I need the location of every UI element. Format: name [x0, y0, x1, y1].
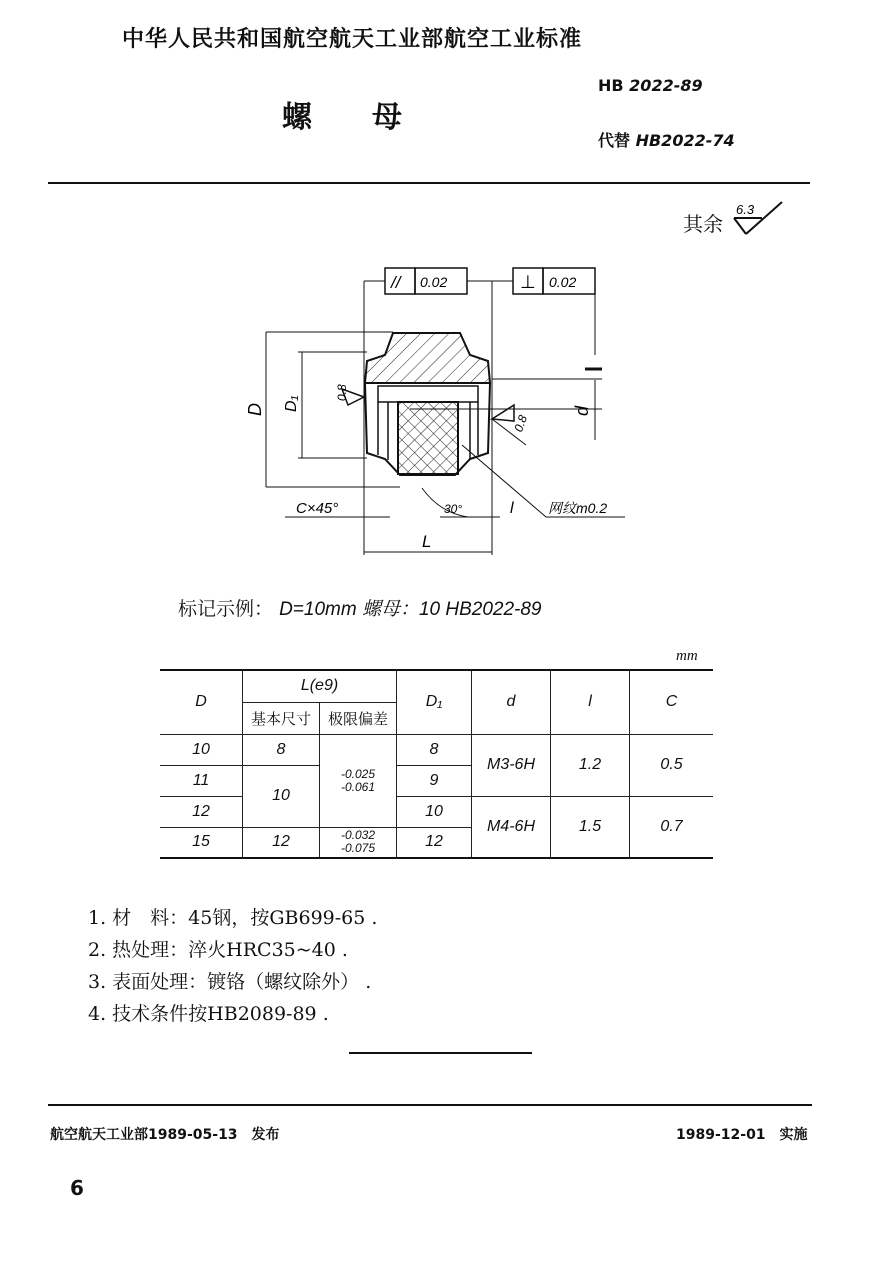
- marking-example-label: 标记示例：: [178, 598, 274, 620]
- deviation-upper: -0.032: [340, 828, 376, 843]
- deviation-lower: -0.075: [340, 841, 376, 856]
- chamfer-label: C×45°: [296, 500, 339, 517]
- issued-date: 航空航天工业部1989-05-13 发布: [50, 1127, 280, 1143]
- header-L-deviation: 极限偏差: [320, 702, 397, 734]
- cell-D1: 12: [397, 827, 472, 858]
- header-D1: D₁: [397, 670, 472, 734]
- header-l: l: [551, 670, 630, 734]
- note-technical-conditions: 4. 技术条件按HB2089-89 .: [88, 1003, 329, 1025]
- cell-D: 11: [160, 765, 243, 796]
- end-rule: [349, 1052, 532, 1054]
- dim-L-label: L: [422, 532, 432, 551]
- parallel-tolerance: 0.02: [420, 274, 448, 290]
- dim-D-label: D: [245, 403, 265, 416]
- marking-example-text: D=10mm 螺母：10 HB2022-89: [279, 599, 542, 620]
- cell-L-deviation: [320, 734, 397, 827]
- cell-d: M4-6H: [472, 796, 551, 858]
- cell-D1: 8: [397, 734, 472, 765]
- standard-code-prefix: HB: [598, 76, 624, 95]
- note-heat-treatment: 2. 热处理：淬火HRC35~40 .: [88, 939, 348, 961]
- standard-code: [598, 76, 703, 95]
- perpendicular-symbol: ⊥: [520, 272, 536, 292]
- unit-label: mm: [676, 648, 698, 664]
- cell-L-basic: 10: [243, 765, 320, 827]
- parallel-symbol: //: [391, 273, 401, 292]
- cell-D: 12: [160, 796, 243, 827]
- roughness-label: 其余: [683, 212, 723, 236]
- dimension-table: [160, 669, 713, 859]
- replaces-label: 代替: [598, 131, 631, 150]
- header-d: d: [472, 670, 551, 734]
- replaces-code: [598, 128, 735, 151]
- roughness-value: 6.3: [736, 202, 755, 217]
- page-number: 6: [70, 1176, 84, 1200]
- surface-roughness-note: [683, 208, 723, 237]
- document-title: 螺 母: [282, 100, 402, 135]
- nut-section-drawing: [230, 255, 640, 570]
- standard-code-number: 2022-89: [629, 76, 703, 95]
- header-L-group: L(e9): [243, 670, 397, 702]
- header-C: C: [630, 670, 714, 734]
- cell-C: 0.7: [630, 796, 714, 858]
- dim-d-label: d: [572, 405, 592, 416]
- cell-l: 1.2: [551, 734, 630, 796]
- cell-l: 1.5: [551, 796, 630, 858]
- cell-L-basic: 12: [243, 827, 320, 858]
- cell-L-deviation: [320, 827, 397, 858]
- dim-D1-label: D₁: [283, 395, 300, 412]
- marking-example: [178, 594, 541, 621]
- cell-D: 15: [160, 827, 243, 858]
- header-divider: [48, 182, 810, 184]
- header-L-basic: 基本尺寸: [243, 702, 320, 734]
- header-D: D: [160, 670, 243, 734]
- cell-D1: 10: [397, 796, 472, 827]
- roughness-right: 0.8: [511, 413, 531, 434]
- knurl-note: 网纹m0.2: [548, 500, 608, 516]
- perpendicular-tolerance: 0.02: [549, 274, 577, 290]
- footer-divider: [48, 1104, 812, 1106]
- effective-date: 1989-12-01 实施: [676, 1127, 808, 1143]
- deviation-lower: -0.061: [340, 779, 376, 794]
- standard-authority: 中华人民共和国航空航天工业部航空工业标准: [122, 27, 583, 52]
- table-row: [160, 734, 713, 765]
- cell-d: M3-6H: [472, 734, 551, 796]
- cell-L-basic: 8: [243, 734, 320, 765]
- angle-label: 30°: [444, 502, 463, 516]
- note-material: 1. 材 料：45钢，按GB699-65 .: [88, 907, 378, 929]
- roughness-left: 0.8: [335, 384, 349, 401]
- roughness-symbol-icon: [728, 198, 798, 243]
- cell-C: 0.5: [630, 734, 714, 796]
- replaces-code-number: HB2022-74: [635, 131, 735, 150]
- deviation-upper: -0.025: [340, 766, 376, 781]
- cell-D1: 9: [397, 765, 472, 796]
- note-surface-treatment: 3. 表面处理：镀铬（螺纹除外） .: [88, 971, 372, 993]
- dim-l-label: l: [510, 500, 514, 517]
- cell-D: 10: [160, 734, 243, 765]
